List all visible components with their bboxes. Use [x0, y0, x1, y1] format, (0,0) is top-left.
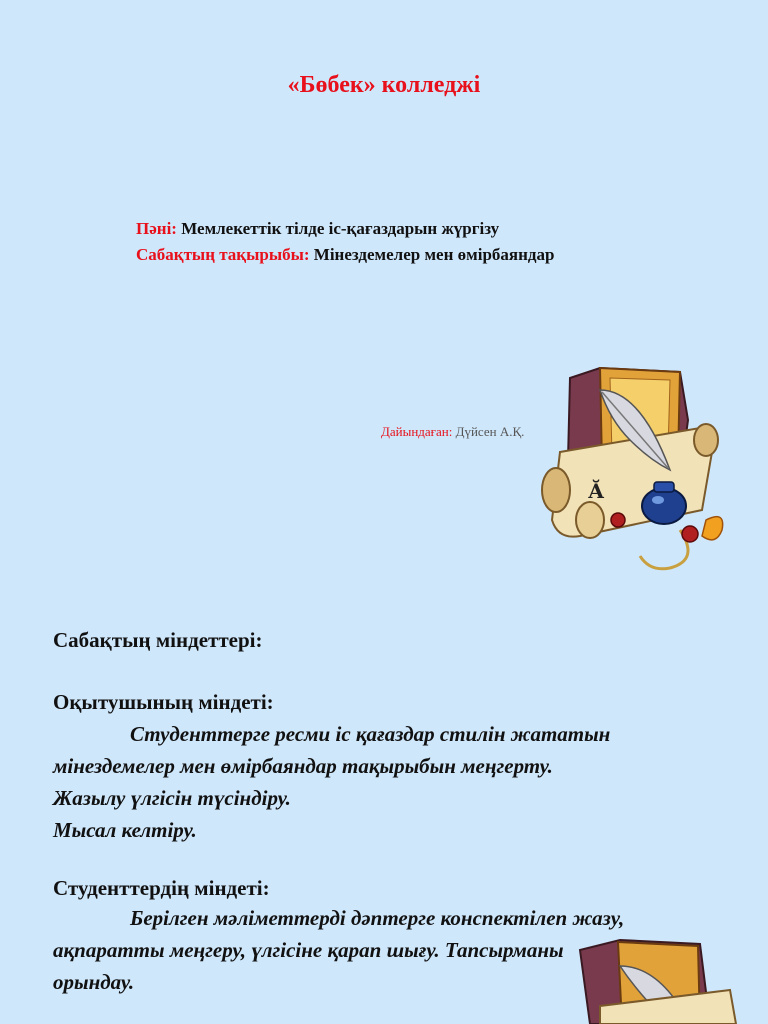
- topic-line: [136, 245, 554, 265]
- scroll-quill-inkwell-icon: [560, 936, 750, 1024]
- topic-value: Мінездемелер мен өмірбаяндар: [313, 245, 555, 264]
- prepared-label: Дайындаған:: [381, 424, 453, 439]
- subject-label: Пәні:: [136, 219, 177, 238]
- subject-value: Мемлекеттік тілде іс-қағаздарын жүргізу: [181, 219, 500, 238]
- students-task-heading: Студенттердің міндеті:: [53, 876, 270, 900]
- college-title: «Бөбек» колледжі: [287, 72, 481, 98]
- teacher-task-line: Студенттерге ресми іс қағаздар стилін жататын: [130, 722, 611, 746]
- teacher-task-text: [53, 718, 733, 846]
- teacher-task-line: мінездемелер мен өмірбаяндар тақырыбын меңгерту.: [53, 754, 553, 778]
- teacher-task-heading: Оқытушының міндеті:: [53, 690, 274, 714]
- students-task-line: ақпаратты меңгеру, үлгісіне қарап шығу. Тапсырманы: [53, 938, 564, 962]
- teacher-task-line: Мысал келтіру.: [53, 818, 197, 842]
- scroll-quill-inkwell-icon: [530, 360, 732, 580]
- students-task-line: орындау.: [53, 970, 135, 994]
- subject-line: [136, 219, 499, 239]
- topic-label: Сабақтың тақырыбы:: [136, 245, 310, 264]
- tasks-heading: Сабақтың міндеттері:: [53, 628, 263, 652]
- scroll-letter: Ӑ: [588, 479, 605, 503]
- prepared-by: [381, 424, 524, 440]
- students-task-line: Берілген мәліметтерді дәптерге конспектілеп жазу,: [130, 906, 625, 930]
- prepared-value: Дүйсен А.Қ.: [455, 424, 525, 439]
- teacher-task-line: Жазылу үлгісін түсіндіру.: [53, 786, 291, 810]
